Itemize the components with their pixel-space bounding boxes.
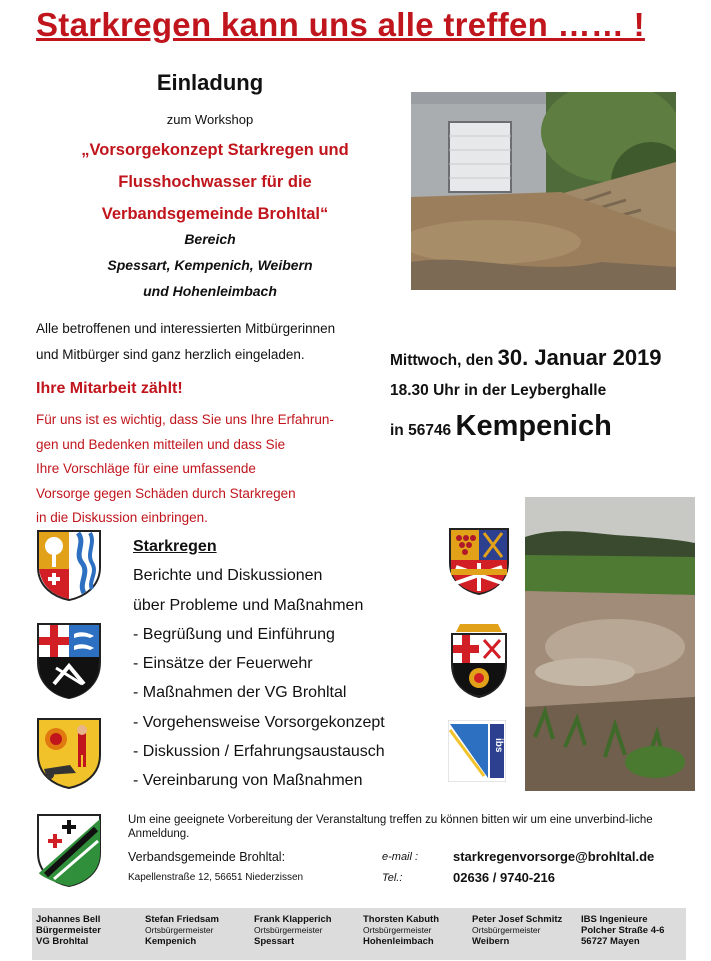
organizer-address: Kapellenstraße 12, 56651 Niederzissen: [128, 872, 304, 883]
signatory-role: Bürgermeister: [36, 925, 101, 936]
signatory: [472, 914, 562, 947]
event-date-value: 30. Januar 2019: [497, 345, 662, 370]
event-time: 18.30 Uhr in der Leyberghalle: [390, 382, 607, 399]
workshop-title-line: Flusshochwasser für die: [118, 173, 312, 191]
appeal-line: in die Diskussion einbringen.: [36, 510, 208, 525]
signatory-role: Ortsbürgermeister: [472, 925, 541, 935]
signatory-role: Ortsbürgermeister: [254, 925, 323, 935]
event-place-name: Kempenich: [455, 410, 612, 442]
workshop-title-line: „Vorsorgekonzept Starkregen und: [81, 141, 349, 159]
appeal-line: Ihre Vorschläge für eine umfassende: [36, 461, 256, 476]
signatory-place: Spessart: [254, 936, 295, 947]
workshop-title: [50, 134, 380, 230]
coat-of-arms-icon: [36, 529, 102, 601]
workshop-title-line: Verbandsgemeinde Brohltal“: [101, 205, 329, 223]
signatory-place: Hohenleimbach: [363, 936, 434, 947]
signatory: [145, 914, 219, 947]
program-heading: Starkregen: [133, 538, 217, 555]
signatory-name: Peter Josef Schmitz: [472, 914, 563, 925]
signatory-role: Ortsbürgermeister: [363, 925, 432, 935]
signatory-name: Johannes Bell: [36, 914, 101, 925]
appeal-line: Für uns ist es wichtig, dass Sie uns Ihre Erfahrun-: [36, 412, 334, 427]
signatory-place: 56727 Mayen: [581, 936, 640, 947]
program-list: [133, 532, 433, 796]
signatory: [254, 914, 332, 947]
area-label: Bereich: [184, 231, 236, 247]
signatory-name: Frank Klapperich: [254, 914, 332, 925]
signatory-name: Stefan Friedsam: [145, 914, 219, 925]
coat-of-arms-icon: [448, 527, 510, 595]
program-item: - Vereinbarung von Maßnahmen: [133, 772, 363, 790]
coat-of-arms-icon: [448, 622, 510, 698]
coat-of-arms-icon: [36, 622, 102, 700]
intro-line: Alle betroffenen und interessierten Mitbürgerinnen: [36, 321, 336, 336]
event-day: Mittwoch, den: [390, 352, 498, 369]
signatory-role: Ortsbürgermeister: [145, 925, 214, 935]
appeal-line: gen und Bedenken mitteilen und dass Sie: [36, 436, 286, 452]
signatory-place: Weibern: [472, 936, 510, 947]
organizer-name: Verbandsgemeinde Brohltal:: [128, 850, 286, 864]
signatory-name: IBS Ingenieure: [581, 914, 648, 925]
email-link[interactable]: starkregenvorsorge@brohltal.de: [453, 849, 655, 864]
signatory-place: VG Brohltal: [36, 936, 89, 947]
invitation-heading: Einladung: [156, 70, 264, 95]
phone-label: Tel.:: [382, 872, 403, 884]
event-place: [390, 410, 612, 443]
program-item: - Einsätze der Feuerwehr: [133, 655, 313, 673]
signatories-footer: [32, 908, 686, 960]
page-title: Starkregen kann uns alle treffen …… !: [36, 6, 645, 43]
signatory: [581, 914, 664, 947]
flooded-field-photo: [525, 497, 695, 791]
signatory-place: Kempenich: [145, 936, 197, 947]
intro-line: und Mitbürger sind ganz herzlich eingeladen.: [36, 347, 305, 362]
registration-note: Um eine geeignete Vorbereitung der Veranstaltung treffen zu können bitten wir um eine unverbind-liche Anmeldung.: [128, 814, 653, 840]
program-item: - Maßnahmen der VG Brohltal: [133, 684, 347, 702]
signatory-name: Thorsten Kabuth: [363, 914, 439, 925]
signatory: [363, 914, 439, 947]
coat-of-arms-icon: [36, 717, 102, 789]
appeal-line: Vorsorge gegen Schäden durch Starkregen: [36, 485, 296, 501]
program-subheading: Berichte und Diskussionen: [133, 567, 323, 585]
event-date: [390, 345, 662, 371]
ibs-logo-text: ibs: [493, 738, 504, 753]
program-item: - Begrüßung und Einführung: [133, 625, 335, 643]
email-label: e-mail :: [382, 851, 419, 863]
signatory-role: Polcher Straße 4-6: [581, 925, 665, 936]
area-block: [60, 226, 360, 304]
program-item: - Vorgehensweise Vorsorgekonzept: [133, 713, 385, 731]
signatory: [36, 914, 101, 947]
appeal-text: [36, 408, 396, 531]
event-place-prefix: in 56746: [390, 422, 456, 439]
area-line: Spessart, Kempenich, Weibern: [107, 257, 313, 273]
workshop-intro: zum Workshop: [166, 112, 254, 127]
program-item: - Diskussion / Erfahrungsaustausch: [133, 743, 385, 761]
appeal-heading: Ihre Mitarbeit zählt!: [36, 380, 183, 397]
coat-of-arms-icon: [36, 813, 102, 887]
ibs-logo: [448, 720, 506, 782]
flood-photo-garage: [411, 92, 676, 290]
phone-number: 02636 / 9740-216: [453, 870, 555, 885]
intro-text: [36, 316, 396, 368]
program-subheading: über Probleme und Maßnahmen: [133, 596, 364, 614]
area-line: und Hohenleimbach: [143, 283, 277, 299]
